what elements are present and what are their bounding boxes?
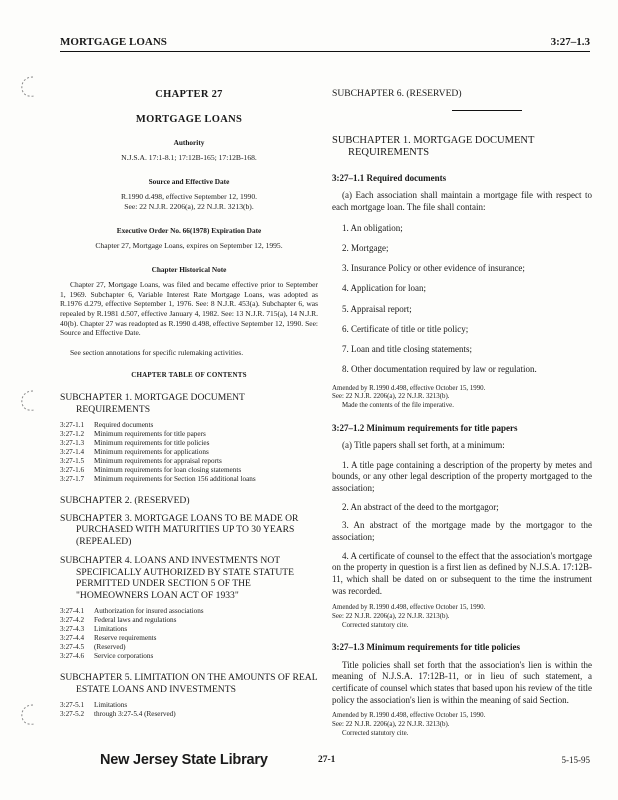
running-head-section: 3:27–1.3 xyxy=(550,36,590,48)
punch-hole-icon xyxy=(18,702,40,728)
source-line: See: 22 N.J.R. 2206(a), 22 N.J.R. 3213(b). xyxy=(124,202,254,212)
running-head xyxy=(60,35,590,52)
subchapter-1-heading: SUBCHAPTER 1. MORTGAGE DOCUMENT REQUIREMENTS xyxy=(332,134,535,159)
see-section-note: See section annotations for specific rulemaking activities. xyxy=(70,347,244,357)
toc-subchapter-4: SUBCHAPTER 4. LOANS AND INVESTMENTS NOT SPECIFICALLY AUTHORIZED BY STATE STATUTE PERMITTED UNDER SECTION 5 OF THE "HOMEOWNERS LOAN ACT OF 1933" xyxy=(60,555,294,601)
toc-item: 3:27-4.1 Authorization for insured associations xyxy=(60,607,204,616)
toc-item: 3:27-1.7 Minimum requirements for Section 156 additional loans xyxy=(60,475,256,484)
page-footer xyxy=(60,752,590,776)
toc-list-sub1 xyxy=(60,421,318,484)
section-1-1-text: (a) Each association shall maintain a mortgage file with respect to each mortgage loan. The file shall contain: xyxy=(332,190,592,213)
amendment-note: Amended by R.1990 d.498, effective October 15, 1990. See: 22 N.J.R. 2206(a), 22 N.J.R. 3213(b). Corrected statutory cite. xyxy=(332,712,486,737)
list-item: 3. An abstract of the mortgage made by the mortgagor to the association; xyxy=(332,520,592,542)
toc-item: 3:27-1.1 Required documents xyxy=(60,421,154,430)
toc-item: 3:27-4.2 Federal laws and regulations xyxy=(60,616,177,625)
list-item: 2. Mortgage; xyxy=(342,242,389,253)
subchapter-6-reserved: SUBCHAPTER 6. (RESERVED) xyxy=(332,88,462,99)
toc-item: 3:27-1.5 Minimum requirements for appraisal reports xyxy=(60,457,222,466)
toc-list-sub5 xyxy=(60,701,318,719)
section-heading-1-3: 3:27–1.3 Minimum requirements for title policies xyxy=(332,642,520,653)
section-heading-1-1: 3:27–1.1 Required documents xyxy=(332,173,447,184)
historical-note-text: Chapter 27, Mortgage Loans, was filed and became effective prior to September 1, 1969. Subchapter 6, Variable Interest Rate Mortgage Loans, was adopted as R.1976 d.279, effective September 1, 1976. See: 8 N.J.R. 453(a). Subchapter 6, was repealed by R.1981 d.507, effective January 4, 1982. See: 13 N.J.R. 715(a), 14 N.J.R. 40(b). Chapter 27 was readopted as R.1990 d.498, effective September 12, 1990. See: Source and Effective Date. xyxy=(60,280,318,338)
amendment-note: Amended by R.1990 d.498, effective October 15, 1990. See: 22 N.J.R. 2206(a), 22 N.J.R. 3213(b). Corrected statutory cite. xyxy=(332,604,486,629)
list-item: 1. An obligation; xyxy=(342,222,403,233)
authority-text: N.J.S.A. 17:1-8.1; 17:12B-165; 17:12B-168. xyxy=(121,153,257,163)
historical-note-heading: Chapter Historical Note xyxy=(151,265,227,275)
punch-hole-icon xyxy=(18,388,40,414)
punch-hole-icon xyxy=(18,74,40,100)
list-item: 1. A title page containing a description of the property by metes and bounds, or any other legal description of the property mortgaged to the association; xyxy=(332,459,592,493)
chapter-number: CHAPTER 27 xyxy=(155,89,223,100)
toc-item: 3:27-1.4 Minimum requirements for applications xyxy=(60,448,209,457)
left-column xyxy=(60,88,318,730)
executive-order-text: Chapter 27, Mortgage Loans, expires on September 12, 1995. xyxy=(95,241,283,251)
authority-heading: Authority xyxy=(173,138,205,148)
toc-item: 3:27-1.3 Minimum requirements for title policies xyxy=(60,439,210,448)
amendment-note: Amended by R.1990 d.498, effective October 15, 1990. See: 22 N.J.R. 2206(a), 22 N.J.R. 3213(b). Made the contents of the file imperative. xyxy=(332,384,486,409)
section-1-3-text: Title policies shall set forth that the association's lien is within the meaning of N.J.S.A. 17:12B-11, or in lieu of such statement, a certificate of counsel which states that based upon his review of the title policy the association's lien is within the meaning of said Section. xyxy=(332,659,592,705)
revision-date: 5-15-95 xyxy=(561,755,590,765)
toc-subchapter-1: SUBCHAPTER 1. MORTGAGE DOCUMENT REQUIREMENTS xyxy=(60,392,245,415)
toc-subchapter-2: SUBCHAPTER 2. (RESERVED) xyxy=(60,495,190,507)
toc-item: 3:27-4.5 (Reserved) xyxy=(60,643,126,652)
library-stamp: New Jersey State Library xyxy=(100,752,268,768)
toc-heading: CHAPTER TABLE OF CONTENTS xyxy=(131,371,247,380)
list-item: 4. A certificate of counsel to the effect that the association's mortgage on the property in question is a first lien as defined by N.J.S.A. 17:12B-11, which shall be dated on or subsequent to the time the instrument was recorded. xyxy=(332,550,592,596)
toc-item: 3:27-4.6 Service corporations xyxy=(60,652,154,661)
toc-subchapter-5: SUBCHAPTER 5. LIMITATION ON THE AMOUNTS OF REAL ESTATE LOANS AND INVESTMENTS xyxy=(60,672,318,695)
list-item: 7. Loan and title closing statements; xyxy=(342,344,472,355)
list-item: 2. An abstract of the deed to the mortgagor; xyxy=(342,501,499,512)
page-number: 27-1 xyxy=(318,755,336,765)
running-head-title: MORTGAGE LOANS xyxy=(60,36,167,48)
list-item: 6. Certificate of title or title policy; xyxy=(342,323,469,334)
list-item: 5. Appraisal report; xyxy=(342,303,412,314)
source-line: R.1990 d.498, effective September 12, 1990. xyxy=(120,192,258,202)
source-heading: Source and Effective Date xyxy=(148,177,230,187)
executive-order-heading: Executive Order No. 66(1978) Expiration Date xyxy=(116,226,262,236)
list-item: 3. Insurance Policy or other evidence of insurance; xyxy=(342,263,525,274)
section-divider xyxy=(452,110,522,111)
list-item: 8. Other documentation required by law or regulation. xyxy=(342,364,537,375)
right-column xyxy=(332,88,592,750)
chapter-title: MORTGAGE LOANS xyxy=(135,114,243,126)
toc-item: 3:27-1.6 Minimum requirements for loan closing statements xyxy=(60,466,242,475)
section-1-2-text: (a) Title papers shall set forth, at a minimum: xyxy=(342,439,505,450)
toc-item: 3:27-5.1 Limitations xyxy=(60,701,128,710)
toc-item: 3:27-4.3 Limitations xyxy=(60,625,128,634)
toc-item: 3:27-1.2 Minimum requirements for title papers xyxy=(60,430,206,439)
list-item: 4. Application for loan; xyxy=(342,283,426,294)
toc-list-sub4 xyxy=(60,607,318,661)
source-text xyxy=(60,192,318,212)
toc-item: 3:27-5.2 through 3:27-5.4 (Reserved) xyxy=(60,710,176,719)
section-heading-1-2: 3:27–1.2 Minimum requirements for title papers xyxy=(332,422,518,433)
toc-item: 3:27-4.4 Reserve requirements xyxy=(60,634,157,643)
toc-subchapter-3: SUBCHAPTER 3. MORTGAGE LOANS TO BE MADE OR PURCHASED WITH MATURITIES UP TO 30 YEARS (REPEALED) xyxy=(60,512,299,547)
